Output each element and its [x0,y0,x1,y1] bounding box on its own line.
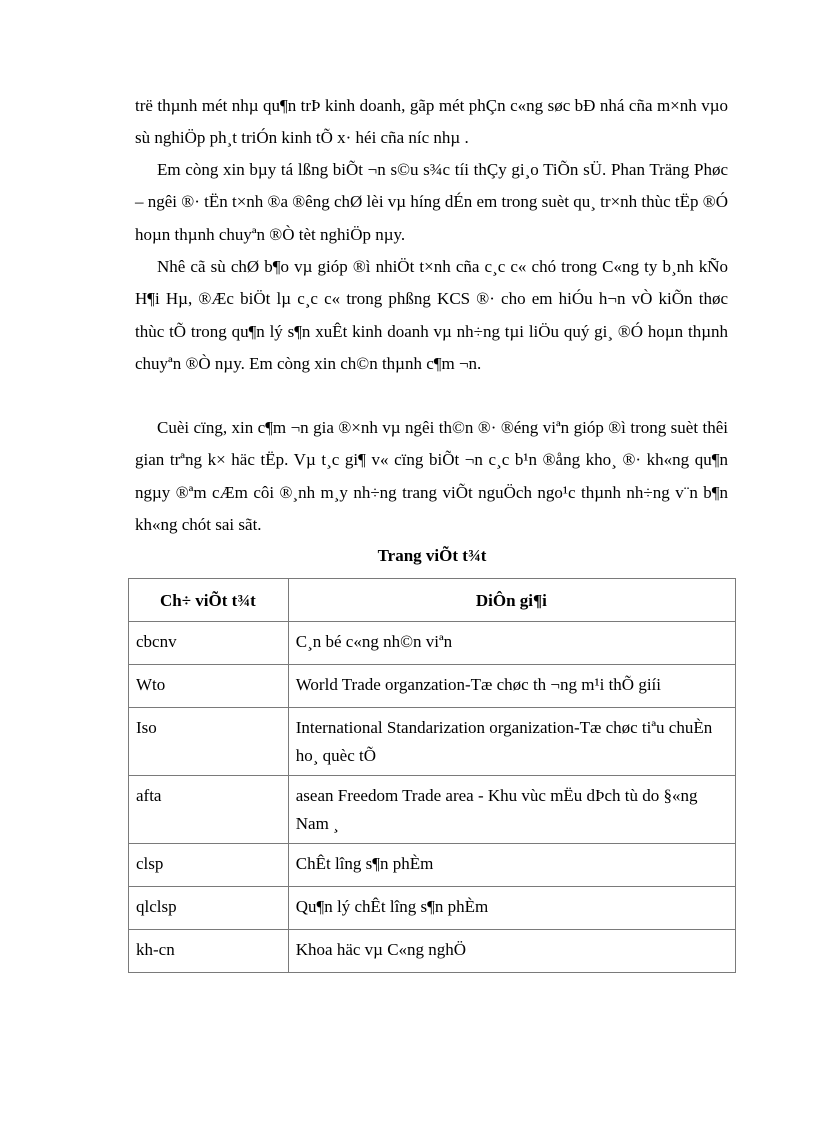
table-row [129,665,736,708]
header-abbreviation: Ch÷ viÕt t¾t [129,579,289,622]
table-row [129,708,736,776]
abbreviation-cell: afta [129,776,289,844]
abbreviation-cell: Wto [129,665,289,708]
abbreviation-cell: kh-cn [129,930,289,973]
paragraph-thanks-family: Cuèi cïng, xin c¶m ¬n gia ®×nh vµ ngêi th©n ®· ®éng viªn gióp ®ì trong suèt thêi gian trªng k× häc tËp. Vµ t¸c gi¶ v« cïng biÕt ¬n c¸c b¹n ®ång kho¸ ®· kh«ng qu¶n ngµy ®ªm cÆm côi ®¸nh m¸y nh÷ng trang viÕt nguÖch ngo¹c thµnh nh÷ng v¨n b¶n kh«ng chót sai sãt. [135,418,728,534]
paragraph-thanks-advisor: Em còng xin bµy tá lßng biÕt ¬n s©u s¾c tíi thÇy gi¸o TiÕn sÜ. Phan Träng Phøc – ngêi ®· tËn t×nh ®a ®êng chØ lèi vµ híng dÉn em trong suèt qu¸ tr×nh thùc tËp ®Ó hoµn thµnh chuyªn ®Ò tèt nghiÖp nµy. [135,160,728,244]
table-row [129,887,736,930]
explanation-cell: ChÊt lîng s¶n phÈm [288,844,735,887]
paragraph-intro-continuation: trë thµnh mét nhµ qu¶n trÞ kinh doanh, gãp mét phÇn c«ng søc bÐ nhá cña m×nh vµo sù nghiÖp ph¸t triÓn kinh tÕ x· héi cña níc nhµ . [135,96,728,148]
explanation-cell: World Trade organzation-Tæ chøc th ¬ng m¹i thÕ giíi [288,665,735,708]
abbreviation-table [128,578,736,973]
paragraph-thanks-company: Nhê cã sù chØ b¶o vµ gióp ®ì nhiÖt t×nh cña c¸c c« chó trong C«ng ty b¸nh kÑo H¶i Hµ, ®Æc biÖt lµ c¸c c« trong phßng KCS ®· cho em hiÓu h¬n vÒ kiÕn thøc thùc tÕ trong qu¶n lý s¶n xuÊt kinh doanh vµ nh÷ng tµi liÖu quý gi¸ ®Ó hoµn thµnh chuyªn ®Ò nµy. Em còng xin ch©n thµnh c¶m ¬n. [135,257,728,373]
table-row [129,622,736,665]
explanation-cell: International Standarization organization-Tæ chøc tiªu chuÈn ho¸ quèc tÕ [288,708,735,776]
abbreviation-cell: qlclsp [129,887,289,930]
explanation-cell: Khoa häc vµ C«ng nghÖ [288,930,735,973]
table-row [129,776,736,844]
header-explanation: DiÔn gi¶i [288,579,735,622]
explanation-cell: asean Freedom Trade area - Khu vùc mËu dÞch tù do §«ng Nam ¸ [288,776,735,844]
abbreviation-cell: Iso [129,708,289,776]
abbreviation-table-title: Trang viÕt t¾t [377,546,487,565]
abbreviation-cell: cbcnv [129,622,289,665]
explanation-cell: Qu¶n lý chÊt lîng s¶n phÈm [288,887,735,930]
table-row [129,930,736,973]
explanation-cell: C¸n bé c«ng nh©n viªn [288,622,735,665]
table-row [129,844,736,887]
table-header-row [129,579,736,622]
abbreviation-cell: clsp [129,844,289,887]
